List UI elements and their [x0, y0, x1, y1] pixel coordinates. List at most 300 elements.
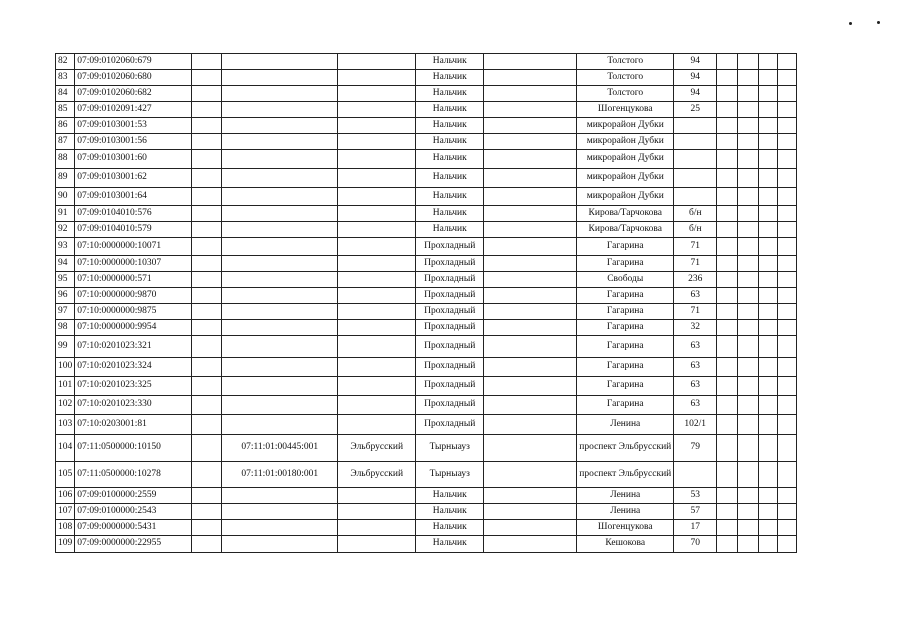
street-cell: Гагарина	[577, 304, 674, 320]
street-cell: Гагарина	[577, 320, 674, 336]
row-number-cell: 108	[56, 520, 75, 536]
empty-cell	[759, 238, 778, 256]
district-cell	[338, 358, 416, 377]
empty-cell	[778, 169, 797, 188]
city-cell: Тырныауз	[416, 435, 484, 462]
row-number-cell: 99	[56, 336, 75, 358]
empty-cell	[717, 320, 738, 336]
table-row	[56, 488, 797, 504]
empty-cell	[717, 488, 738, 504]
empty-cell	[778, 336, 797, 358]
street-cell: микрорайон Дубки	[577, 134, 674, 150]
table-row	[56, 462, 797, 488]
city-cell: Нальчик	[416, 206, 484, 222]
empty-cell	[778, 134, 797, 150]
district-cell	[338, 488, 416, 504]
empty-cell	[778, 396, 797, 415]
street-cell: проспект Эльбрусский	[577, 435, 674, 462]
property-register-table	[55, 53, 797, 553]
district-cell	[338, 256, 416, 272]
district-cell	[338, 102, 416, 118]
empty-cell	[484, 415, 577, 435]
district-cell	[338, 169, 416, 188]
table-row	[56, 256, 797, 272]
empty-cell	[717, 288, 738, 304]
district-cell	[338, 238, 416, 256]
old-cadastral-number-cell	[222, 288, 338, 304]
row-number-cell: 97	[56, 304, 75, 320]
empty-cell	[484, 320, 577, 336]
empty-cell	[759, 102, 778, 118]
table-row	[56, 272, 797, 288]
house-number-cell	[674, 118, 717, 134]
old-cadastral-number-cell	[222, 536, 338, 553]
cadastral-number-cell: 07:09:0103001:60	[75, 150, 192, 169]
cadastral-number-cell: 07:09:0103001:53	[75, 118, 192, 134]
empty-cell	[738, 358, 759, 377]
empty-cell	[717, 256, 738, 272]
empty-cell	[717, 415, 738, 435]
row-number-cell: 83	[56, 70, 75, 86]
street-cell: Гагарина	[577, 238, 674, 256]
empty-cell	[778, 536, 797, 553]
house-number-cell: 102/1	[674, 415, 717, 435]
street-cell: Толстого	[577, 70, 674, 86]
row-number-cell: 106	[56, 488, 75, 504]
empty-cell	[192, 320, 222, 336]
empty-cell	[717, 118, 738, 134]
table-row	[56, 536, 797, 553]
empty-cell	[759, 118, 778, 134]
cadastral-number-cell: 07:10:0000000:571	[75, 272, 192, 288]
house-number-cell: 71	[674, 256, 717, 272]
city-cell: Нальчик	[416, 536, 484, 553]
table-row	[56, 304, 797, 320]
empty-cell	[717, 102, 738, 118]
empty-cell	[484, 462, 577, 488]
empty-cell	[192, 336, 222, 358]
empty-cell	[778, 102, 797, 118]
empty-cell	[759, 488, 778, 504]
empty-cell	[717, 520, 738, 536]
old-cadastral-number-cell	[222, 206, 338, 222]
table-row	[56, 188, 797, 206]
empty-cell	[778, 462, 797, 488]
table-row	[56, 118, 797, 134]
empty-cell	[759, 150, 778, 169]
city-cell: Нальчик	[416, 102, 484, 118]
table-row	[56, 358, 797, 377]
empty-cell	[484, 304, 577, 320]
empty-cell	[192, 169, 222, 188]
city-cell: Нальчик	[416, 150, 484, 169]
empty-cell	[738, 488, 759, 504]
street-cell: микрорайон Дубки	[577, 150, 674, 169]
empty-cell	[759, 272, 778, 288]
table-row	[56, 206, 797, 222]
empty-cell	[192, 304, 222, 320]
empty-cell	[738, 118, 759, 134]
scan-mark-dot	[877, 21, 880, 24]
city-cell: Нальчик	[416, 118, 484, 134]
empty-cell	[717, 396, 738, 415]
row-number-cell: 103	[56, 415, 75, 435]
empty-cell	[778, 288, 797, 304]
cadastral-number-cell: 07:10:0201023:321	[75, 336, 192, 358]
city-cell: Прохладный	[416, 336, 484, 358]
empty-cell	[778, 520, 797, 536]
empty-cell	[192, 86, 222, 102]
empty-cell	[717, 134, 738, 150]
street-cell: Ленина	[577, 415, 674, 435]
row-number-cell: 87	[56, 134, 75, 150]
empty-cell	[192, 70, 222, 86]
old-cadastral-number-cell	[222, 488, 338, 504]
city-cell: Прохладный	[416, 415, 484, 435]
house-number-cell: 236	[674, 272, 717, 288]
cadastral-number-cell: 07:10:0201023:330	[75, 396, 192, 415]
district-cell	[338, 336, 416, 358]
row-number-cell: 92	[56, 222, 75, 238]
street-cell: Гагарина	[577, 336, 674, 358]
empty-cell	[778, 272, 797, 288]
city-cell: Нальчик	[416, 169, 484, 188]
cadastral-number-cell: 07:09:0000000:22955	[75, 536, 192, 553]
empty-cell	[738, 336, 759, 358]
old-cadastral-number-cell	[222, 118, 338, 134]
row-number-cell: 89	[56, 169, 75, 188]
district-cell	[338, 504, 416, 520]
row-number-cell: 90	[56, 188, 75, 206]
street-cell: микрорайон Дубки	[577, 188, 674, 206]
city-cell: Нальчик	[416, 222, 484, 238]
row-number-cell: 85	[56, 102, 75, 118]
city-cell: Прохладный	[416, 288, 484, 304]
empty-cell	[484, 504, 577, 520]
city-cell: Нальчик	[416, 86, 484, 102]
empty-cell	[484, 169, 577, 188]
empty-cell	[192, 377, 222, 396]
empty-cell	[717, 358, 738, 377]
empty-cell	[778, 150, 797, 169]
empty-cell	[738, 304, 759, 320]
house-number-cell: б/н	[674, 206, 717, 222]
table-row	[56, 396, 797, 415]
district-cell	[338, 54, 416, 70]
empty-cell	[192, 435, 222, 462]
old-cadastral-number-cell	[222, 504, 338, 520]
row-number-cell: 100	[56, 358, 75, 377]
street-cell: Гагарина	[577, 256, 674, 272]
cadastral-number-cell: 07:10:0203001:81	[75, 415, 192, 435]
empty-cell	[484, 435, 577, 462]
table-body	[56, 54, 797, 553]
empty-cell	[738, 415, 759, 435]
empty-cell	[759, 288, 778, 304]
table-row	[56, 150, 797, 169]
empty-cell	[738, 272, 759, 288]
row-number-cell: 98	[56, 320, 75, 336]
empty-cell	[738, 377, 759, 396]
table-row	[56, 288, 797, 304]
empty-cell	[717, 206, 738, 222]
house-number-cell: 63	[674, 336, 717, 358]
empty-cell	[484, 256, 577, 272]
house-number-cell: 94	[674, 54, 717, 70]
empty-cell	[717, 272, 738, 288]
empty-cell	[192, 520, 222, 536]
empty-cell	[778, 304, 797, 320]
cadastral-number-cell: 07:09:0103001:56	[75, 134, 192, 150]
table-row	[56, 134, 797, 150]
old-cadastral-number-cell	[222, 86, 338, 102]
empty-cell	[759, 304, 778, 320]
empty-cell	[738, 54, 759, 70]
empty-cell	[484, 396, 577, 415]
row-number-cell: 109	[56, 536, 75, 553]
empty-cell	[717, 304, 738, 320]
empty-cell	[717, 222, 738, 238]
empty-cell	[192, 54, 222, 70]
empty-cell	[759, 86, 778, 102]
house-number-cell	[674, 188, 717, 206]
old-cadastral-number-cell	[222, 150, 338, 169]
table-row	[56, 222, 797, 238]
empty-cell	[759, 188, 778, 206]
row-number-cell: 105	[56, 462, 75, 488]
empty-cell	[759, 256, 778, 272]
street-cell: Гагарина	[577, 377, 674, 396]
empty-cell	[738, 320, 759, 336]
empty-cell	[192, 396, 222, 415]
table-row	[56, 238, 797, 256]
house-number-cell: 70	[674, 536, 717, 553]
empty-cell	[717, 169, 738, 188]
street-cell: Гагарина	[577, 396, 674, 415]
old-cadastral-number-cell	[222, 169, 338, 188]
empty-cell	[778, 188, 797, 206]
row-number-cell: 88	[56, 150, 75, 169]
empty-cell	[738, 188, 759, 206]
empty-cell	[778, 504, 797, 520]
house-number-cell: 63	[674, 377, 717, 396]
house-number-cell: б/н	[674, 222, 717, 238]
empty-cell	[484, 70, 577, 86]
empty-cell	[778, 377, 797, 396]
table-row	[56, 70, 797, 86]
street-cell: Гагарина	[577, 288, 674, 304]
city-cell: Прохладный	[416, 272, 484, 288]
district-cell: Эльбрусский	[338, 462, 416, 488]
house-number-cell: 94	[674, 70, 717, 86]
empty-cell	[484, 520, 577, 536]
street-cell: Толстого	[577, 86, 674, 102]
house-number-cell	[674, 150, 717, 169]
cadastral-number-cell: 07:09:0102060:679	[75, 54, 192, 70]
cadastral-number-cell: 07:09:0000000:5431	[75, 520, 192, 536]
empty-cell	[759, 435, 778, 462]
row-number-cell: 96	[56, 288, 75, 304]
scan-mark-dot	[849, 22, 852, 25]
empty-cell	[717, 536, 738, 553]
district-cell	[338, 150, 416, 169]
empty-cell	[738, 206, 759, 222]
empty-cell	[192, 134, 222, 150]
empty-cell	[759, 377, 778, 396]
row-number-cell: 101	[56, 377, 75, 396]
table-row	[56, 435, 797, 462]
city-cell: Прохладный	[416, 377, 484, 396]
city-cell: Нальчик	[416, 488, 484, 504]
old-cadastral-number-cell	[222, 188, 338, 206]
house-number-cell: 53	[674, 488, 717, 504]
old-cadastral-number-cell	[222, 396, 338, 415]
empty-cell	[192, 206, 222, 222]
empty-cell	[738, 134, 759, 150]
empty-cell	[192, 188, 222, 206]
empty-cell	[738, 462, 759, 488]
empty-cell	[759, 504, 778, 520]
street-cell: Кирова/Тарчокова	[577, 206, 674, 222]
cadastral-number-cell: 07:09:0100000:2543	[75, 504, 192, 520]
empty-cell	[759, 396, 778, 415]
house-number-cell: 63	[674, 396, 717, 415]
empty-cell	[759, 536, 778, 553]
house-number-cell: 32	[674, 320, 717, 336]
empty-cell	[759, 462, 778, 488]
city-cell: Прохладный	[416, 358, 484, 377]
empty-cell	[484, 536, 577, 553]
old-cadastral-number-cell	[222, 377, 338, 396]
empty-cell	[717, 86, 738, 102]
table-row	[56, 336, 797, 358]
city-cell: Нальчик	[416, 188, 484, 206]
empty-cell	[484, 150, 577, 169]
empty-cell	[484, 336, 577, 358]
empty-cell	[778, 86, 797, 102]
district-cell	[338, 188, 416, 206]
district-cell	[338, 320, 416, 336]
empty-cell	[192, 536, 222, 553]
house-number-cell: 17	[674, 520, 717, 536]
cadastral-number-cell: 07:09:0102091:427	[75, 102, 192, 118]
empty-cell	[778, 320, 797, 336]
row-number-cell: 93	[56, 238, 75, 256]
empty-cell	[759, 320, 778, 336]
old-cadastral-number-cell: 07:11:01:00445:001	[222, 435, 338, 462]
empty-cell	[759, 70, 778, 86]
street-cell: Шогенцукова	[577, 102, 674, 118]
empty-cell	[484, 358, 577, 377]
city-cell: Нальчик	[416, 70, 484, 86]
table-row	[56, 86, 797, 102]
empty-cell	[738, 504, 759, 520]
house-number-cell	[674, 462, 717, 488]
cadastral-number-cell: 07:09:0102060:680	[75, 70, 192, 86]
house-number-cell: 71	[674, 304, 717, 320]
street-cell: Ленина	[577, 504, 674, 520]
cadastral-number-cell: 07:09:0102060:682	[75, 86, 192, 102]
city-cell: Нальчик	[416, 504, 484, 520]
cadastral-number-cell: 07:09:0104010:579	[75, 222, 192, 238]
empty-cell	[484, 102, 577, 118]
street-cell: проспект Эльбрусский	[577, 462, 674, 488]
empty-cell	[192, 102, 222, 118]
empty-cell	[192, 488, 222, 504]
empty-cell	[484, 488, 577, 504]
empty-cell	[484, 238, 577, 256]
house-number-cell: 63	[674, 358, 717, 377]
empty-cell	[778, 54, 797, 70]
empty-cell	[759, 54, 778, 70]
empty-cell	[778, 415, 797, 435]
street-cell: Гагарина	[577, 358, 674, 377]
district-cell	[338, 304, 416, 320]
empty-cell	[484, 377, 577, 396]
district-cell	[338, 206, 416, 222]
house-number-cell: 25	[674, 102, 717, 118]
street-cell: Кешокова	[577, 536, 674, 553]
empty-cell	[738, 70, 759, 86]
empty-cell	[192, 462, 222, 488]
empty-cell	[759, 520, 778, 536]
empty-cell	[484, 188, 577, 206]
cadastral-number-cell: 07:11:0500000:10150	[75, 435, 192, 462]
table-row	[56, 54, 797, 70]
row-number-cell: 104	[56, 435, 75, 462]
cadastral-number-cell: 07:10:0201023:325	[75, 377, 192, 396]
house-number-cell	[674, 169, 717, 188]
empty-cell	[778, 358, 797, 377]
empty-cell	[738, 520, 759, 536]
empty-cell	[717, 377, 738, 396]
house-number-cell: 94	[674, 86, 717, 102]
empty-cell	[717, 462, 738, 488]
empty-cell	[759, 415, 778, 435]
empty-cell	[738, 238, 759, 256]
old-cadastral-number-cell	[222, 102, 338, 118]
district-cell	[338, 288, 416, 304]
table-row	[56, 415, 797, 435]
empty-cell	[717, 54, 738, 70]
table-row	[56, 520, 797, 536]
row-number-cell: 86	[56, 118, 75, 134]
old-cadastral-number-cell	[222, 70, 338, 86]
city-cell: Прохладный	[416, 238, 484, 256]
old-cadastral-number-cell	[222, 134, 338, 150]
old-cadastral-number-cell	[222, 272, 338, 288]
old-cadastral-number-cell	[222, 54, 338, 70]
house-number-cell: 63	[674, 288, 717, 304]
empty-cell	[738, 256, 759, 272]
cadastral-number-cell: 07:10:0201023:324	[75, 358, 192, 377]
empty-cell	[717, 70, 738, 86]
empty-cell	[738, 435, 759, 462]
district-cell	[338, 396, 416, 415]
empty-cell	[778, 222, 797, 238]
empty-cell	[759, 222, 778, 238]
table-row	[56, 320, 797, 336]
empty-cell	[738, 288, 759, 304]
table-row	[56, 169, 797, 188]
district-cell	[338, 377, 416, 396]
empty-cell	[738, 86, 759, 102]
row-number-cell: 102	[56, 396, 75, 415]
old-cadastral-number-cell	[222, 415, 338, 435]
empty-cell	[192, 118, 222, 134]
row-number-cell: 95	[56, 272, 75, 288]
empty-cell	[484, 272, 577, 288]
